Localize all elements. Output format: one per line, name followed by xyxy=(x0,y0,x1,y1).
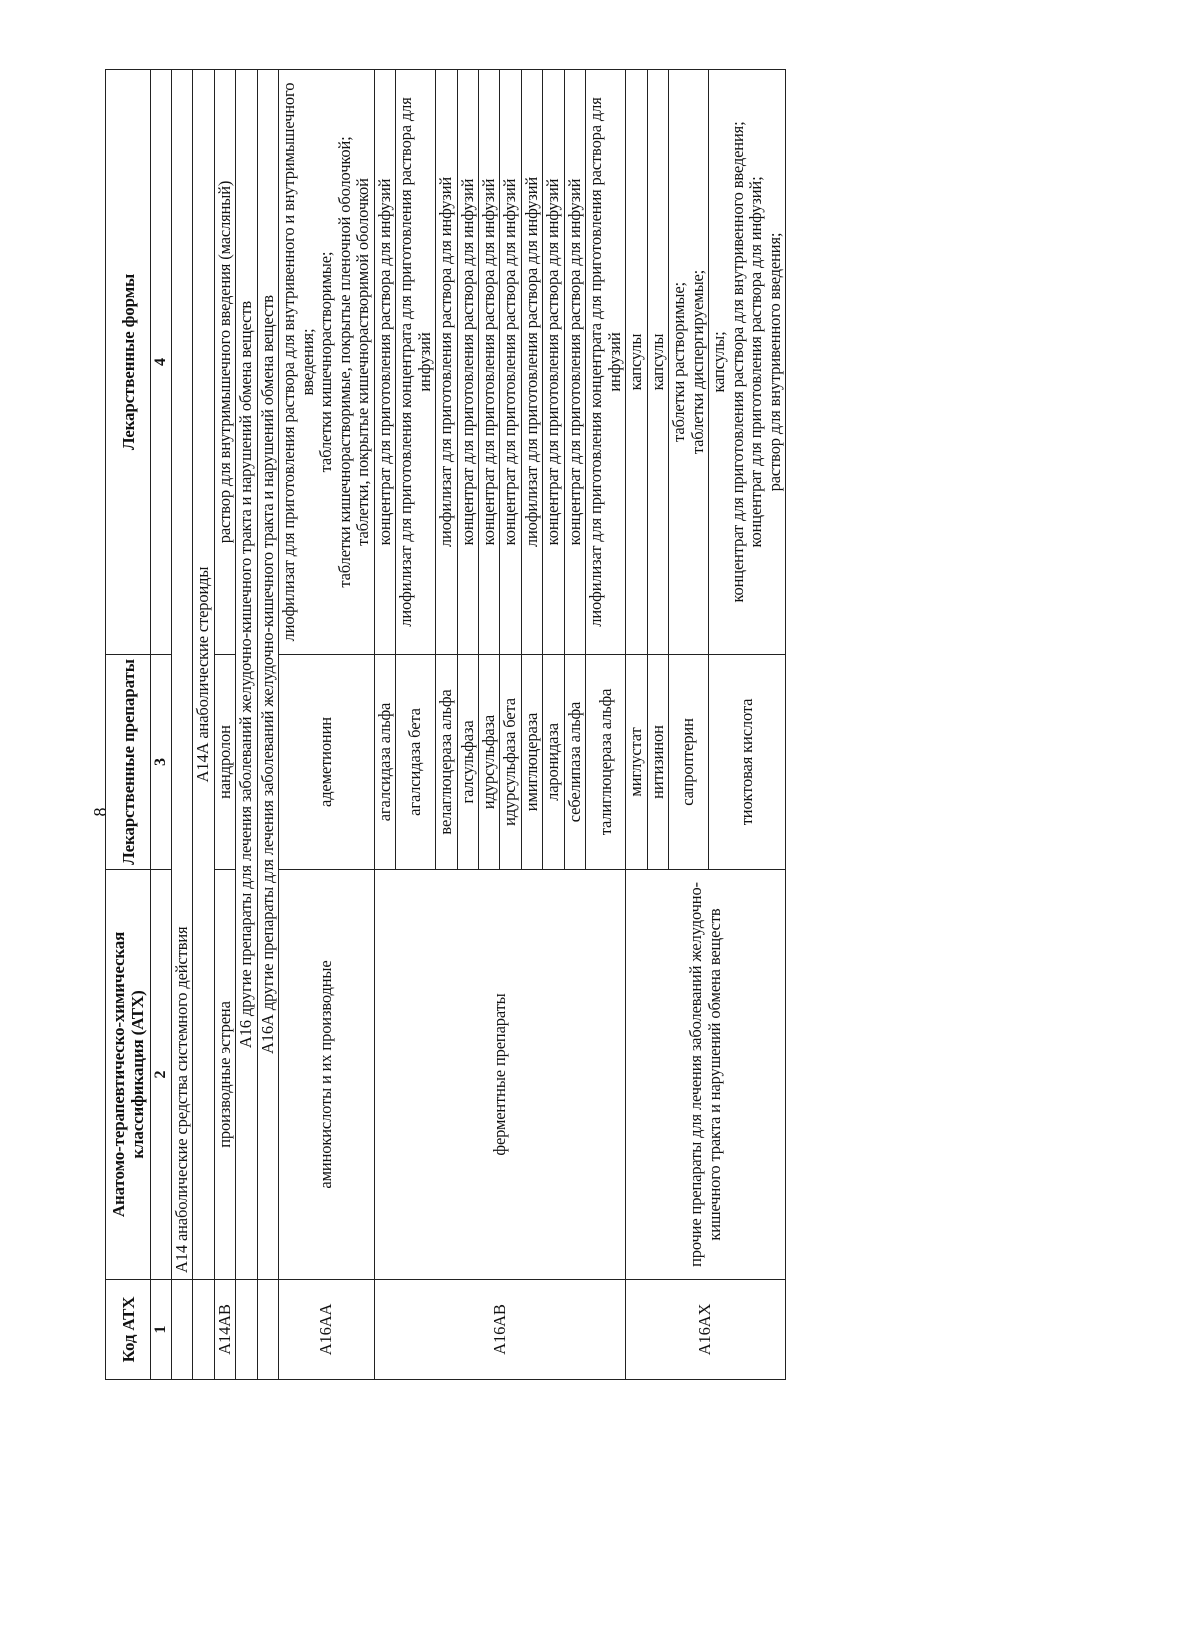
dosage-form-line: капсулы; xyxy=(709,331,729,393)
dosage-form: лиофилизат для приготовления раствора для инфузий xyxy=(436,70,457,655)
column-number-row xyxy=(151,70,172,1380)
dosage-form-line: таблетки кишечнорастворимые, покрытые пленочной оболочкой; xyxy=(334,136,354,588)
drug-name: ларонидаза xyxy=(543,655,564,870)
drug-name: сапроптерин xyxy=(669,655,709,870)
atc-class: производные эстрена xyxy=(214,870,235,1280)
page-number: 8 xyxy=(90,807,110,817)
dosage-form-line: концентрат для приготовления раствора для внутривенного введения; xyxy=(727,121,747,603)
dosage-forms xyxy=(709,70,786,655)
header-code: Код АТХ xyxy=(106,1280,151,1380)
section-title-a14a: А14А анаболические стероиды xyxy=(193,70,214,1280)
dosage-form: капсулы xyxy=(626,70,647,655)
drug-name: агалсидаза бета xyxy=(396,655,436,870)
drug-name: тиоктовая кислота xyxy=(709,655,786,870)
drug-name: велаглюцераза альфа xyxy=(436,655,457,870)
dosage-forms xyxy=(669,70,709,655)
dosage-form: лиофилизат для приготовления раствора для инфузий xyxy=(521,70,542,655)
blank-cell xyxy=(257,1280,278,1380)
drug-name: себелипаза альфа xyxy=(564,655,585,870)
section-row-a16 xyxy=(236,70,257,1380)
header-drugs: Лекарственные препараты xyxy=(106,655,151,870)
drug-name: адеметионин xyxy=(279,655,374,870)
dosage-form: лиофилизат для приготовления концентрата для приготовления раствора для инфузий xyxy=(396,70,436,655)
atc-code: А16АХ xyxy=(626,1280,786,1380)
atc-class: прочие препараты для лечения заболеваний желудочно-кишечного тракта и нарушений обмена веществ xyxy=(626,870,786,1280)
table-row-a14ab xyxy=(214,70,235,1380)
atc-class: аминокислоты и их производные xyxy=(279,870,374,1280)
atc-code: А16АА xyxy=(279,1280,374,1380)
drug-name: талиглюцераза альфа xyxy=(586,655,626,870)
section-title-a16: А16 другие препараты для лечения заболеваний желудочно-кишечного тракта и нарушений обмена веществ xyxy=(236,70,257,1280)
drug-name: агалсидаза альфа xyxy=(374,655,395,870)
table-header-row xyxy=(106,70,151,1380)
blank-cell xyxy=(171,1280,192,1380)
dosage-form: лиофилизат для приготовления концентрата для приготовления раствора для инфузий xyxy=(586,70,626,655)
table-row-a16ax xyxy=(626,70,647,1380)
dosage-form-line: таблетки кишечнорастворимые; xyxy=(316,251,336,473)
dosage-form: концентрат для приготовления раствора для инфузий xyxy=(500,70,521,655)
rotated-page-content xyxy=(105,70,784,1380)
col-number-1: 1 xyxy=(151,1280,172,1380)
dosage-form-line: лиофилизат для приготовления раствора для внутривенного и внутримышечного введения; xyxy=(279,82,317,642)
dosage-form: капсулы xyxy=(647,70,668,655)
drug-name: нандролон xyxy=(214,655,235,870)
section-row-a14 xyxy=(171,70,192,1380)
drug-name: имиглюцераза xyxy=(521,655,542,870)
drug-name: идурсульфаза xyxy=(479,655,500,870)
dosage-form: концентрат для приготовления раствора для инфузий xyxy=(564,70,585,655)
section-title-a16a: А16А другие препараты для лечения заболеваний желудочно-кишечного тракта и нарушений обмена веществ xyxy=(257,70,278,1280)
dosage-form: концентрат для приготовления раствора для инфузий xyxy=(479,70,500,655)
dosage-forms xyxy=(279,70,374,655)
section-title-a14: А14 анаболические средства системного действия xyxy=(171,70,192,1280)
dosage-form-line: раствор для внутривенного введения; xyxy=(764,232,784,492)
atc-class: ферментные препараты xyxy=(374,870,626,1280)
header-forms: Лекарственные формы xyxy=(106,70,151,655)
drug-name: галсульфаза xyxy=(457,655,478,870)
col-number-3: 3 xyxy=(151,655,172,870)
dosage-form-line: таблетки, покрытые кишечнорастворимой оболочкой xyxy=(353,178,373,546)
dosage-form-line: таблетки диспергируемые; xyxy=(687,269,707,455)
atc-code: А16АВ xyxy=(374,1280,626,1380)
dosage-form: раствор для внутримышечного введения (масляный) xyxy=(214,70,235,655)
dosage-form: концентрат для приготовления раствора для инфузий xyxy=(374,70,395,655)
drug-name: идурсульфаза бета xyxy=(500,655,521,870)
col-number-2: 2 xyxy=(151,870,172,1280)
drug-name: нитизинон xyxy=(647,655,668,870)
drug-name: миглустат xyxy=(626,655,647,870)
table-row-a16ab xyxy=(374,70,395,1380)
atc-code: А14АВ xyxy=(214,1280,235,1380)
dosage-form-line: концентрат для приготовления раствора для инфузий; xyxy=(746,176,766,548)
dosage-form: концентрат для приготовления раствора для инфузий xyxy=(543,70,564,655)
section-row-a14a xyxy=(193,70,214,1380)
section-row-a16a xyxy=(257,70,278,1380)
blank-cell xyxy=(236,1280,257,1380)
col-number-4: 4 xyxy=(151,70,172,655)
dosage-form: концентрат для приготовления раствора для инфузий xyxy=(457,70,478,655)
dosage-form-line: таблетки растворимые; xyxy=(669,282,689,442)
blank-cell xyxy=(193,1280,214,1380)
header-classification: Анатомо-терапевтическо-химическая классификация (АТХ) xyxy=(106,870,151,1280)
table-row-a16aa xyxy=(279,70,374,1380)
medicine-table xyxy=(105,69,786,1380)
